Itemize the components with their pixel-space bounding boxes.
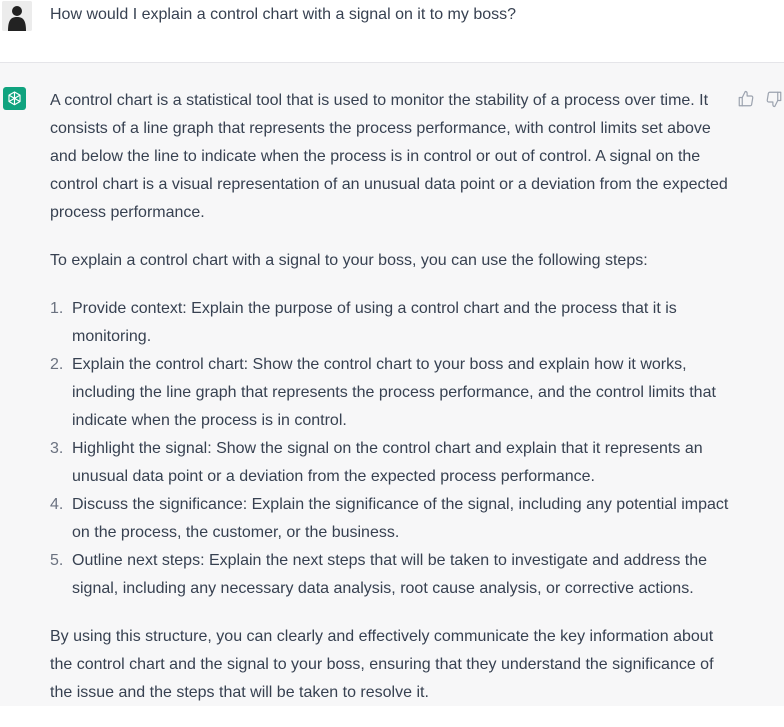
list-item-number: 1. <box>50 300 64 317</box>
list-item-number: 2. <box>50 356 64 373</box>
list-item-text: Discuss the significance: Explain the significance of the signal, including any potential impact on the process, the customer, or the business. <box>72 496 729 541</box>
openai-logo-icon <box>6 90 23 107</box>
feedback-buttons <box>737 90 783 108</box>
list-item <box>50 491 730 547</box>
list-item-text: Explain the control chart: Show the control chart to your boss and explain how it works, including the line graph that represents the process performance, and the control limits that indicate when the process is in control. <box>72 356 716 429</box>
assistant-avatar <box>3 87 26 110</box>
user-message-row <box>0 0 784 63</box>
list-item-text: Provide context: Explain the purpose of using a control chart and the process that it is monitoring. <box>72 300 677 345</box>
list-item-number: 3. <box>50 440 64 457</box>
thumbs-down-icon[interactable] <box>765 90 783 108</box>
list-item-text: Highlight the signal: Show the signal on the control chart and explain that it represents an unusual data point or a deviation from the expected process performance. <box>72 440 703 485</box>
user-message-text: How would I explain a control chart with a signal on it to my boss? <box>50 6 517 23</box>
closing-paragraph: By using this structure, you can clearly and effectively communicate the key information about the control chart and the signal to your boss, ensuring that they understand the significance of the issue and the steps that will be taken to resolve it. <box>50 628 714 701</box>
list-item-number: 4. <box>50 496 64 513</box>
thumbs-up-icon[interactable] <box>737 90 755 108</box>
assistant-message-row <box>0 63 784 706</box>
list-item-number: 5. <box>50 552 64 569</box>
list-item <box>50 435 730 491</box>
list-item-text: Outline next steps: Explain the next steps that will be taken to investigate and address the signal, including any necessary data analysis, root cause analysis, or corrective actions. <box>72 552 708 597</box>
list-item <box>50 547 730 603</box>
list-item <box>50 351 730 435</box>
list-item <box>50 295 730 351</box>
user-avatar <box>2 1 32 31</box>
intro-paragraph: A control chart is a statistical tool that is used to monitor the stability of a process over time. It consists of a line graph that represents the process performance, with control limits set above and below the line to indicate when the process is in control or out of control. A signal on the control chart is a visual representation of an unusual data point or a deviation from the expected process performance. <box>50 92 728 221</box>
assistant-message-content <box>50 87 730 727</box>
steps-lead-paragraph: To explain a control chart with a signal to your boss, you can use the following steps: <box>50 252 648 269</box>
steps-list <box>50 295 730 603</box>
user-silhouette-icon <box>2 1 32 31</box>
